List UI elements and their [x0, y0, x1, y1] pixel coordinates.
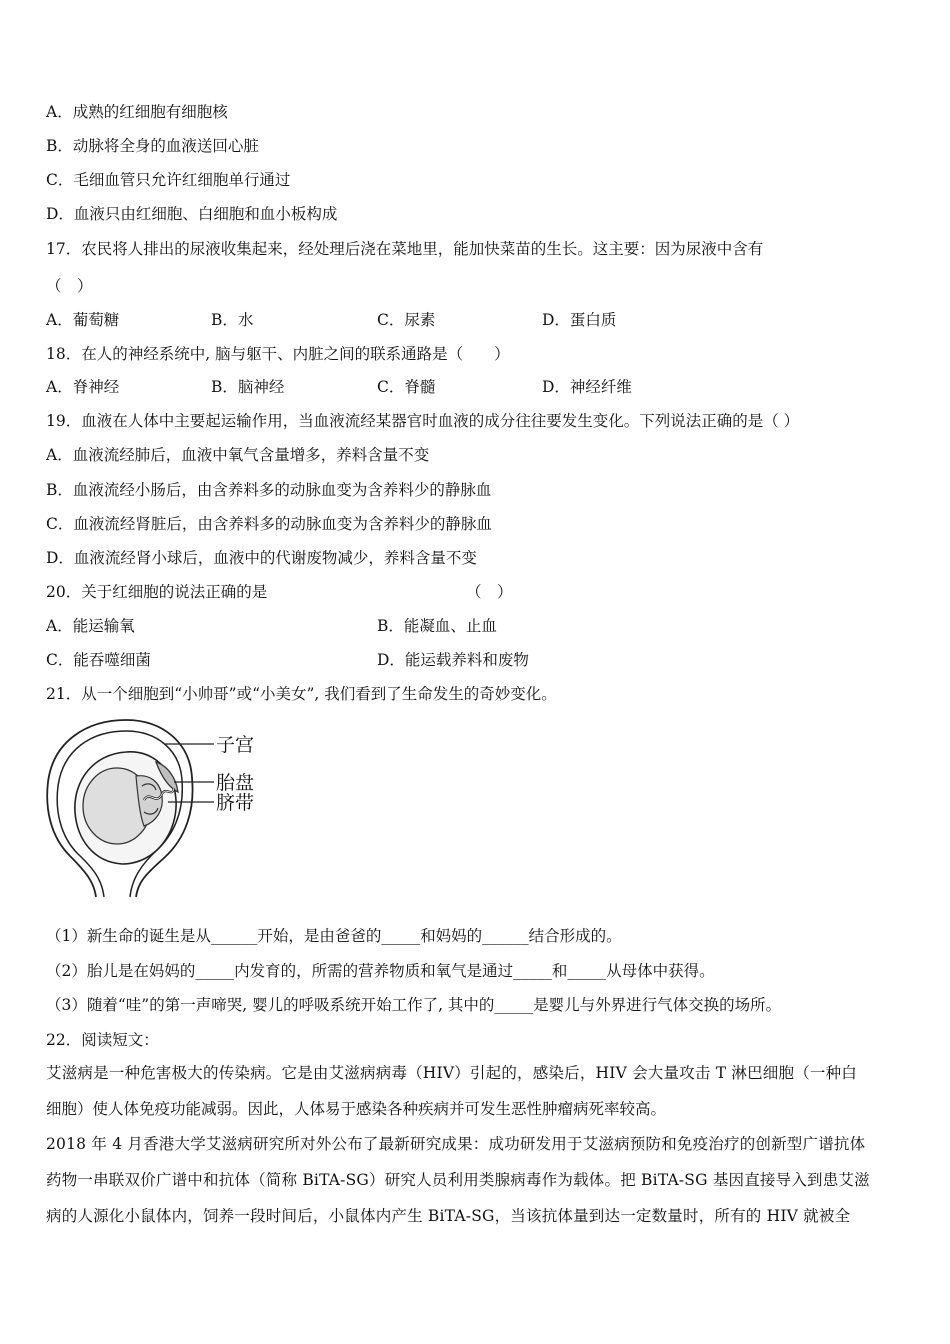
q16-option-b: B．动脉将全身的血液送回心脏 [46, 137, 259, 155]
q17-option-a: A．葡萄糖 [46, 311, 120, 329]
q17-stem: 17．农民将人排出的尿液收集起来，经处理后浇在菜地里，能加快菜苗的生长。这主要：因为尿液中含有 [46, 240, 764, 258]
q18-option-c: C．脊髓 [377, 378, 436, 396]
label-uterus: 子宫 [216, 734, 255, 756]
q17-option-b: B．水 [211, 311, 254, 329]
q19-option-a: A．血液流经肺后，血液中氧气含量增多，养料含量不变 [46, 446, 430, 464]
q19-option-b: B．血液流经小肠后，由含养料多的动脉血变为含养料少的静脉血 [46, 481, 492, 499]
q18-option-d: D．神经纤维 [542, 378, 632, 396]
q21-sub2: （2）胎儿是在妈妈的_____内发育的，所需的营养物质和氧气是通过_____和_____从母体中获得。 [46, 962, 715, 980]
q19-option-d: D．血液流经肾小球后，血液中的代谢废物减少，养料含量不变 [46, 549, 477, 567]
q21-sub3: （3）随着“哇”的第一声啼哭, 婴儿的呼吸系统开始工作了, 其中的_____是婴儿与外界进行气体交换的场所。 [46, 996, 782, 1014]
q20-answer-paren: （ ） [466, 583, 513, 601]
q20-option-d: D．能运载养料和废物 [377, 651, 529, 669]
q17-option-c: C．尿素 [377, 311, 436, 329]
q16-option-d: D．血液只由红细胞、白细胞和血小板构成 [46, 205, 338, 223]
q22-paragraph1-line2: 细胞）使人体免疫功能减弱。因此，人体易于感染各种疾病并可发生恶性肿瘤病死率较高。 [46, 1100, 667, 1118]
q19-option-c: C．血液流经肾脏后，由含养料多的动脉血变为含养料少的静脉血 [46, 515, 492, 533]
q22-paragraph2-line2: 药物一串联双价广谱中和抗体（简称 BiTA-SG）研究人员利用类腺病毒作为载体。把 BiTA-SG 基因直接导入到患艾滋 [46, 1171, 870, 1189]
q19-stem: 19．血液在人体中主要起运输作用，当血液流经某器官时血液的成分往往要发生变化。下列说法正确的是（ ） [46, 412, 800, 430]
q17-answer-paren: （ ） [46, 277, 93, 295]
q16-option-c: C．毛细血管只允许红细胞单行通过 [46, 171, 291, 189]
q18-option-a: A．脊神经 [46, 378, 120, 396]
q18-stem: 18．在人的神经系统中, 脑与躯干、内脏之间的联系通路是（ ） [46, 345, 510, 363]
label-umbilical-cord: 脐带 [216, 792, 255, 814]
label-placenta: 胎盘 [216, 772, 255, 794]
q22-paragraph2-line3: 病的人源化小鼠体内，饲养一段时间后，小鼠体内产生 BiTA-SG，当该抗体量到达一定数量时，所有的 HIV 就被全 [46, 1207, 851, 1225]
q18-option-b: B．脑神经 [211, 378, 285, 396]
q22-stem: 22．阅读短文： [46, 1031, 159, 1049]
q20-stem: 20．关于红细胞的说法正确的是 [46, 583, 268, 601]
q21-stem: 21．从一个细胞到“小帅哥”或“小美女”, 我们看到了生命发生的奇妙变化。 [46, 685, 557, 703]
q20-option-c: C．能吞噬细菌 [46, 651, 151, 669]
q17-option-d: D．蛋白质 [542, 311, 617, 329]
q20-option-a: A．能运输氧 [46, 617, 135, 635]
q22-paragraph1-line1: 艾滋病是一种危害极大的传染病。它是由艾滋病病毒（HIV）引起的，感染后，HIV 会大量攻击 T 淋巴细胞（一种白 [46, 1064, 857, 1082]
q16-option-a: A．成熟的红细胞有细胞核 [46, 103, 228, 121]
q21-sub1: （1）新生命的诞生是从______开始，是由爸爸的_____和妈妈的______结合形成的。 [46, 927, 622, 945]
q22-paragraph2-line1: 2018 年 4 月香港大学艾滋病研究所对外公布了最新研究成果：成功研发用于艾滋病预防和免疫治疗的创新型广谱抗体 [46, 1135, 866, 1153]
q20-option-b: B．能凝血、止血 [377, 617, 497, 635]
uterus-fetus-figure [44, 716, 274, 900]
